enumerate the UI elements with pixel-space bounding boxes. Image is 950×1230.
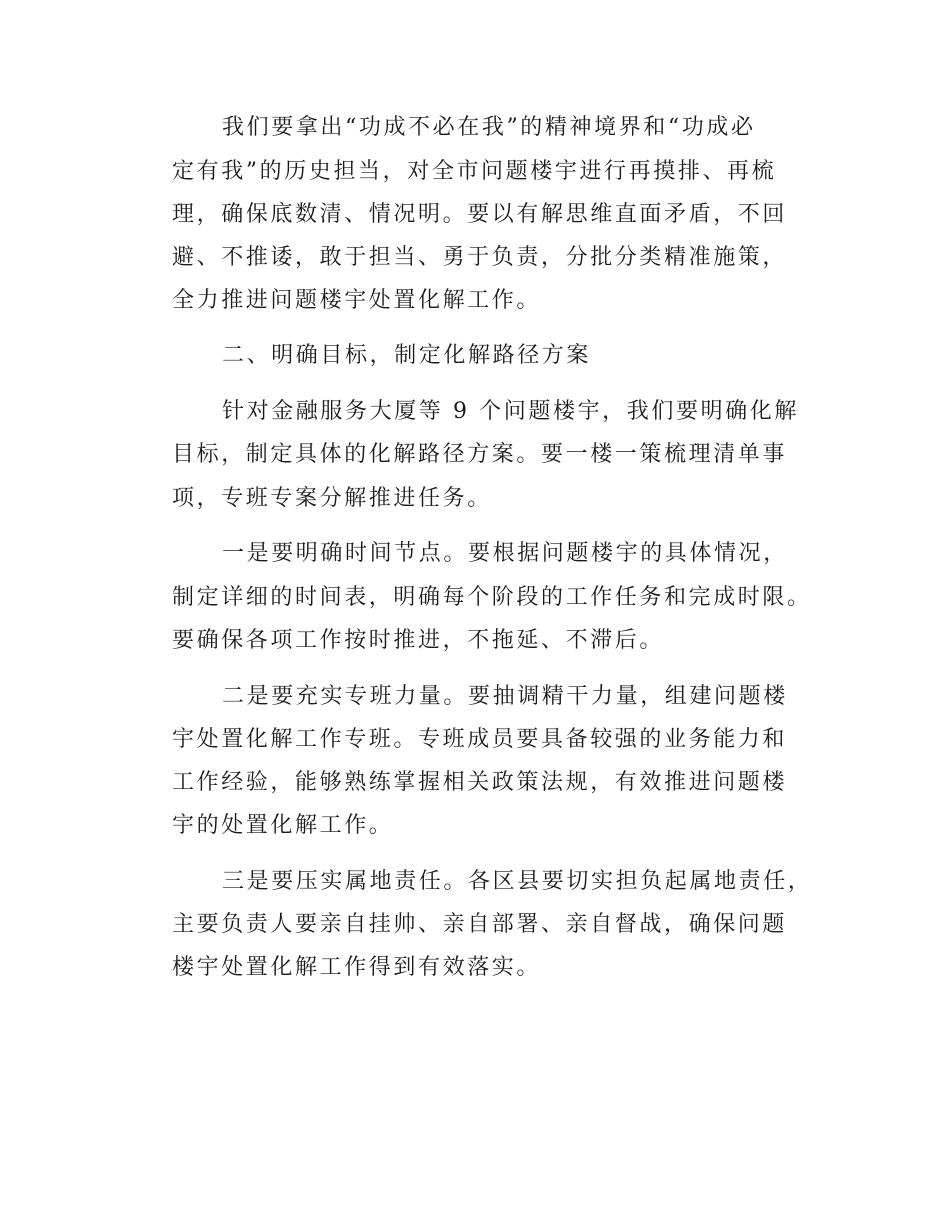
paragraph-task-force-line-1: 二是要充实专班力量。要抽调精干力量，组建问题楼 bbox=[222, 684, 788, 709]
paragraph-time-nodes-line-1: 一是要明确时间节点。要根据问题楼宇的具体情况， bbox=[222, 541, 788, 566]
paragraph-time-nodes-line-2: 制定详细的时间表，明确每个阶段的工作任务和完成时限。 bbox=[172, 585, 812, 610]
paragraph-time-nodes-line-3: 要确保各项工作按时推进，不拖延、不滞后。 bbox=[172, 628, 665, 653]
paragraph-intro-line-1: 我们要拿出“功成不必在我”的精神境界和“功成必 bbox=[222, 115, 756, 140]
paragraph-intro-line-3: 理，确保底数清、情况明。要以有解思维直面矛盾，不回 bbox=[172, 202, 788, 227]
paragraph-targets-line-1: 针对金融服务大厦等 9 个问题楼宇，我们要明确化解 bbox=[222, 399, 799, 424]
paragraph-task-force-line-3: 工作经验，能够熟练掌握相关政策法规，有效推进问题楼 bbox=[172, 770, 788, 795]
paragraph-local-responsibility-line-1: 三是要压实属地责任。各区县要切实担负起属地责任， bbox=[222, 869, 813, 894]
paragraph-task-force-line-4: 宇的处置化解工作。 bbox=[172, 813, 394, 838]
paragraph-intro-line-2: 定有我”的历史担当，对全市问题楼宇进行再摸排、再梳 bbox=[172, 159, 777, 184]
paragraph-intro-line-5: 全力推进问题楼宇处置化解工作。 bbox=[172, 288, 542, 313]
paragraph-targets-line-2: 目标，制定具体的化解路径方案。要一楼一策梳理清单事 bbox=[172, 442, 788, 467]
paragraph-local-responsibility-line-2: 主要负责人要亲自挂帅、亲自部署、亲自督战，确保问题 bbox=[172, 912, 788, 937]
section-heading: 二、明确目标，制定化解路径方案 bbox=[222, 343, 592, 368]
paragraph-local-responsibility-line-3: 楼宇处置化解工作得到有效落实。 bbox=[172, 955, 542, 980]
paragraph-intro-line-4: 避、不推诿，敢于担当、勇于负责，分批分类精准施策， bbox=[172, 245, 788, 270]
paragraph-targets-line-3: 项，专班专案分解推进任务。 bbox=[172, 486, 492, 511]
paragraph-task-force-line-2: 宇处置化解工作专班。专班成员要具备较强的业务能力和 bbox=[172, 727, 788, 752]
